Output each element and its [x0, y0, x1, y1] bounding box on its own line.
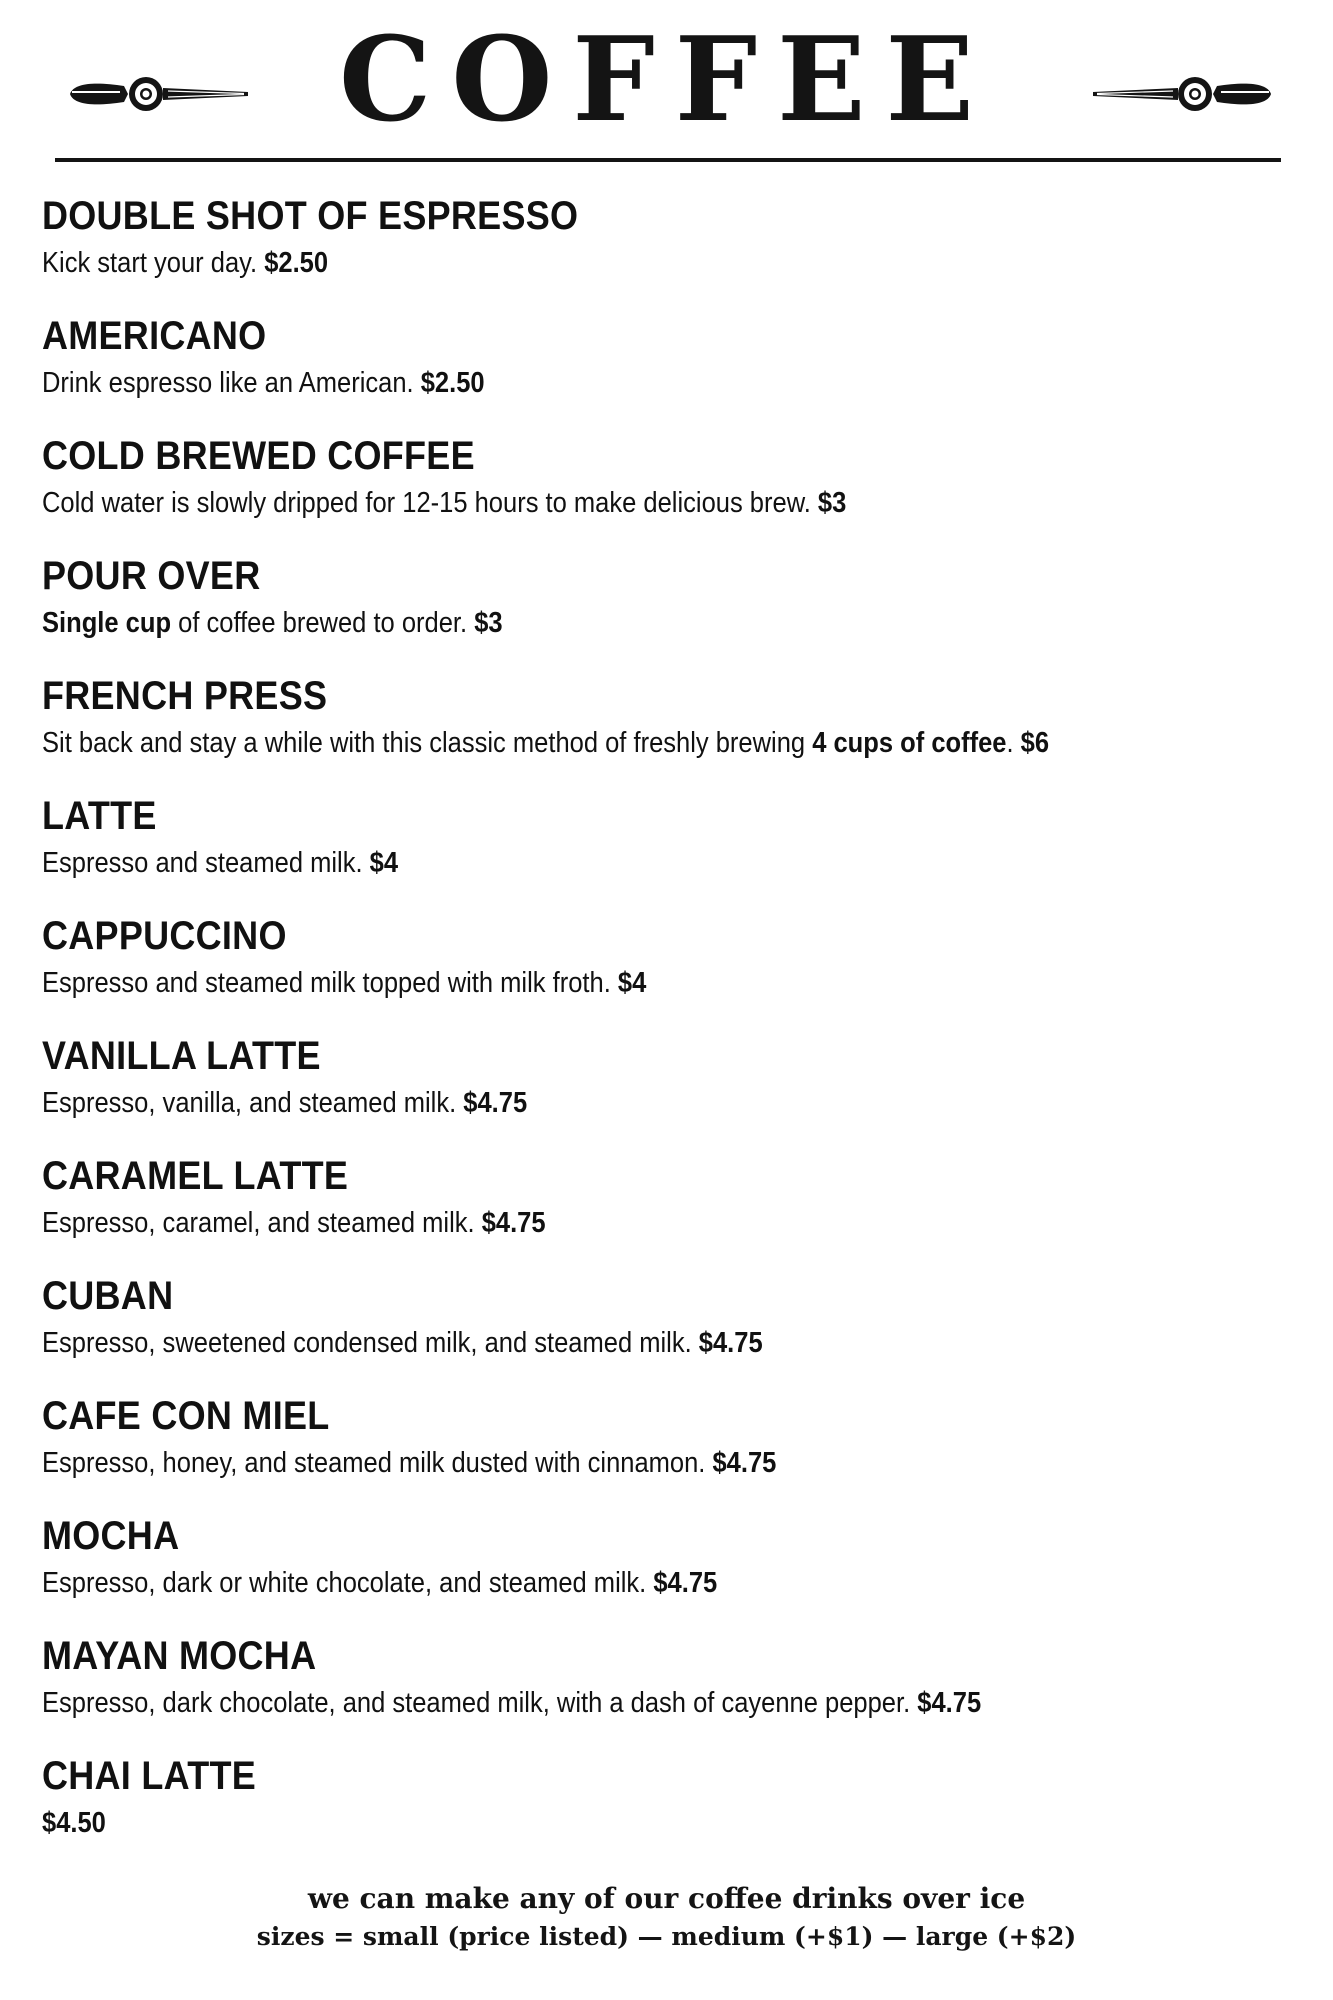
item-price: $4.75 [463, 1087, 528, 1119]
menu-item [42, 1034, 1302, 1154]
item-desc-text: of coffee brewed to order. [178, 607, 468, 639]
item-description [42, 1686, 981, 1721]
spoon-ornament-icon [1083, 68, 1273, 120]
menu-item [42, 314, 1302, 434]
menu-item [42, 1514, 1302, 1634]
item-price: $3 [474, 607, 503, 639]
menu-header [0, 0, 1333, 170]
menu-item [42, 194, 1302, 314]
item-desc-text: Kick start your day. [42, 247, 258, 279]
item-desc-text: Espresso, dark chocolate, and steamed milk, with a dash of cayenne pepper. [42, 1687, 911, 1719]
menu-item [42, 1154, 1302, 1274]
menu-item [42, 794, 1302, 914]
item-name: FRENCH PRESS [42, 674, 328, 718]
item-price: $4.75 [712, 1447, 777, 1479]
item-description [42, 486, 846, 521]
item-description [42, 726, 1049, 761]
item-price: $4.75 [917, 1687, 982, 1719]
item-description [42, 1206, 546, 1241]
item-price: $6 [1020, 727, 1050, 759]
item-name: CUBAN [42, 1274, 174, 1318]
item-desc-emphasis: Single cup [42, 607, 172, 639]
item-name: CAFE CON MIEL [42, 1394, 330, 1438]
item-name: LATTE [42, 794, 157, 838]
item-price: $4.50 [42, 1807, 106, 1839]
item-desc-text: Cold water is slowly dripped for 12-15 hours to make delicious brew. [42, 487, 811, 519]
item-description [42, 846, 398, 881]
item-desc-text: Drink espresso like an American. [42, 367, 414, 399]
item-price: $4 [369, 847, 399, 879]
page-title: COFFEE [339, 12, 994, 148]
item-price: $4.75 [653, 1567, 718, 1599]
item-description [42, 246, 328, 281]
item-name: AMERICANO [42, 314, 267, 358]
item-desc-text: Espresso, sweetened condensed milk, and steamed milk. [42, 1327, 692, 1359]
menu-item [42, 1754, 1302, 1874]
item-name: MAYAN MOCHA [42, 1634, 317, 1678]
item-desc-text: . [1006, 727, 1014, 759]
menu-item [42, 1634, 1302, 1754]
header-divider [55, 158, 1281, 162]
iced-note: we can make any of our coffee drinks over ice [307, 1882, 1026, 1915]
item-desc-text: Espresso and steamed milk topped with milk froth. [42, 967, 611, 999]
item-description [42, 1086, 527, 1121]
item-description [42, 1566, 717, 1601]
item-description [42, 606, 503, 641]
menu-item [42, 914, 1302, 1034]
menu-item [42, 1274, 1302, 1394]
sizes-note: sizes = small (price listed) — medium (+$1) — large (+$2) [256, 1922, 1077, 1951]
item-description [42, 1446, 776, 1481]
menu-item [42, 554, 1302, 674]
item-desc-text: Espresso, honey, and steamed milk dusted with cinnamon. [42, 1447, 706, 1479]
item-name: POUR OVER [42, 554, 261, 598]
item-name: DOUBLE SHOT OF ESPRESSO [42, 194, 579, 238]
item-desc-text: Sit back and stay a while with this classic method of freshly brewing [42, 727, 806, 759]
menu-item [42, 434, 1302, 554]
item-name: MOCHA [42, 1514, 180, 1558]
item-name: COLD BREWED COFFEE [42, 434, 475, 478]
menu-item [42, 674, 1302, 794]
item-desc-text: Espresso, vanilla, and steamed milk. [42, 1087, 457, 1119]
item-name: CARAMEL LATTE [42, 1154, 349, 1198]
item-description [42, 966, 646, 1001]
menu-item-list [42, 194, 1302, 1874]
item-desc-text: Espresso, caramel, and steamed milk. [42, 1207, 475, 1239]
item-desc-emphasis: 4 cups of coffee [812, 727, 1007, 759]
item-name: VANILLA LATTE [42, 1034, 321, 1078]
item-price: $2.50 [420, 367, 485, 399]
item-price: $3 [817, 487, 847, 519]
item-desc-text: Espresso, dark or white chocolate, and steamed milk. [42, 1567, 647, 1599]
menu-item [42, 1394, 1302, 1514]
item-desc-text: Espresso and steamed milk. [42, 847, 363, 879]
item-price: $4 [617, 967, 647, 999]
item-description [42, 1326, 763, 1361]
item-price: $4.75 [481, 1207, 546, 1239]
item-description [42, 1806, 106, 1841]
menu-footer [0, 1880, 1333, 1956]
item-price: $4.75 [698, 1327, 763, 1359]
item-price: $2.50 [264, 247, 329, 279]
item-description [42, 366, 485, 401]
item-name: CHAI LATTE [42, 1754, 257, 1798]
item-name: CAPPUCCINO [42, 914, 287, 958]
